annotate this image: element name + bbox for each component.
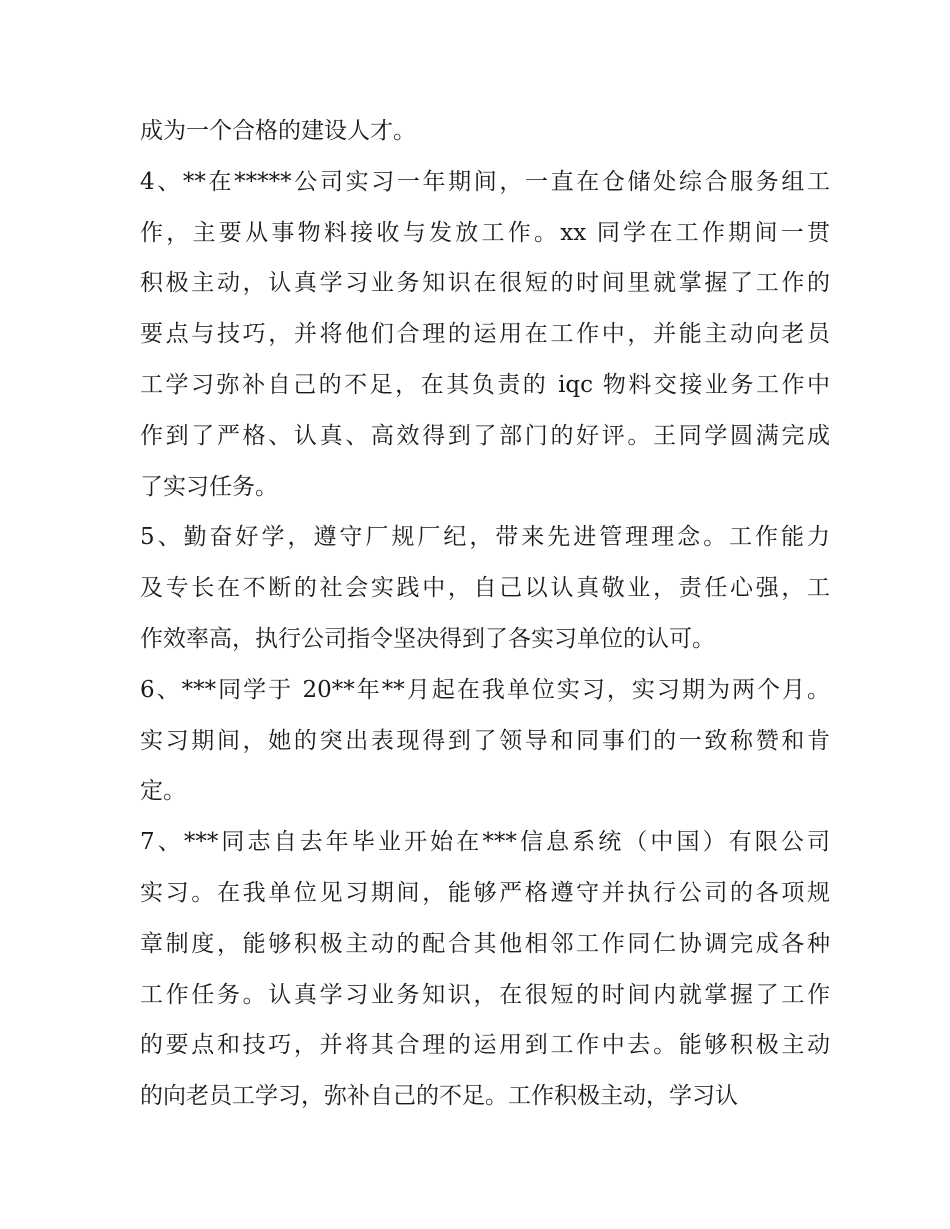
text-line: 7、***同志自去年毕业开始在***信息系统（中国）有限公司: [140, 829, 830, 856]
text-line: 章制度，能够积极主动的配合其他相邻工作同仁协调完成各种: [140, 930, 830, 957]
text-line: 的要点和技巧，并将其合理的运用到工作中去。能够积极主动: [140, 1032, 830, 1059]
text-line: 及专长在不断的社会实践中，自己以认真敬业，责任心强，工: [140, 575, 830, 602]
text-line: 的向老员工学习，弥补自己的不足。工作积极主动，学习认: [140, 1083, 738, 1110]
text-line: 实习期间，她的突出表现得到了领导和同事们的一致称赞和肯: [140, 727, 830, 754]
text-line: 积极主动，认真学习业务知识在很短的时间里就掌握了工作的: [140, 270, 830, 297]
text-line: 4、**在*****公司实习一年期间，一直在仓储处综合服务组工: [140, 168, 830, 195]
text-line: 6、***同学于 20**年**月起在我单位实习，实习期为两个月。: [140, 676, 830, 703]
text-line: 成为一个合格的建设人才。: [140, 118, 416, 144]
text-line: 定。: [140, 778, 186, 805]
text-line: 作效率高，执行公司指令坚决得到了各实习单位的认可。: [140, 625, 715, 652]
text-line: 了实习任务。: [140, 473, 278, 500]
text-line: 作，主要从事物料接收与发放工作。xx 同学在工作期间一贯: [140, 219, 830, 246]
text-line: 作到了严格、认真、高效得到了部门的好评。王同学圆满完成: [140, 422, 830, 449]
body-text: [140, 106, 830, 1122]
text-line: 工作任务。认真学习业务知识，在很短的时间内就掌握了工作: [140, 981, 830, 1008]
text-line: 要点与技巧，并将他们合理的运用在工作中，并能主动向老员: [140, 321, 830, 348]
text-line: 5、勤奋好学，遵守厂规厂纪，带来先进管理理念。工作能力: [140, 524, 830, 551]
text-line: 工学习弥补自己的不足，在其负责的 iqc 物料交接业务工作中: [140, 371, 830, 398]
text-line: 实习。在我单位见习期间，能够严格遵守并执行公司的各项规: [140, 879, 830, 906]
